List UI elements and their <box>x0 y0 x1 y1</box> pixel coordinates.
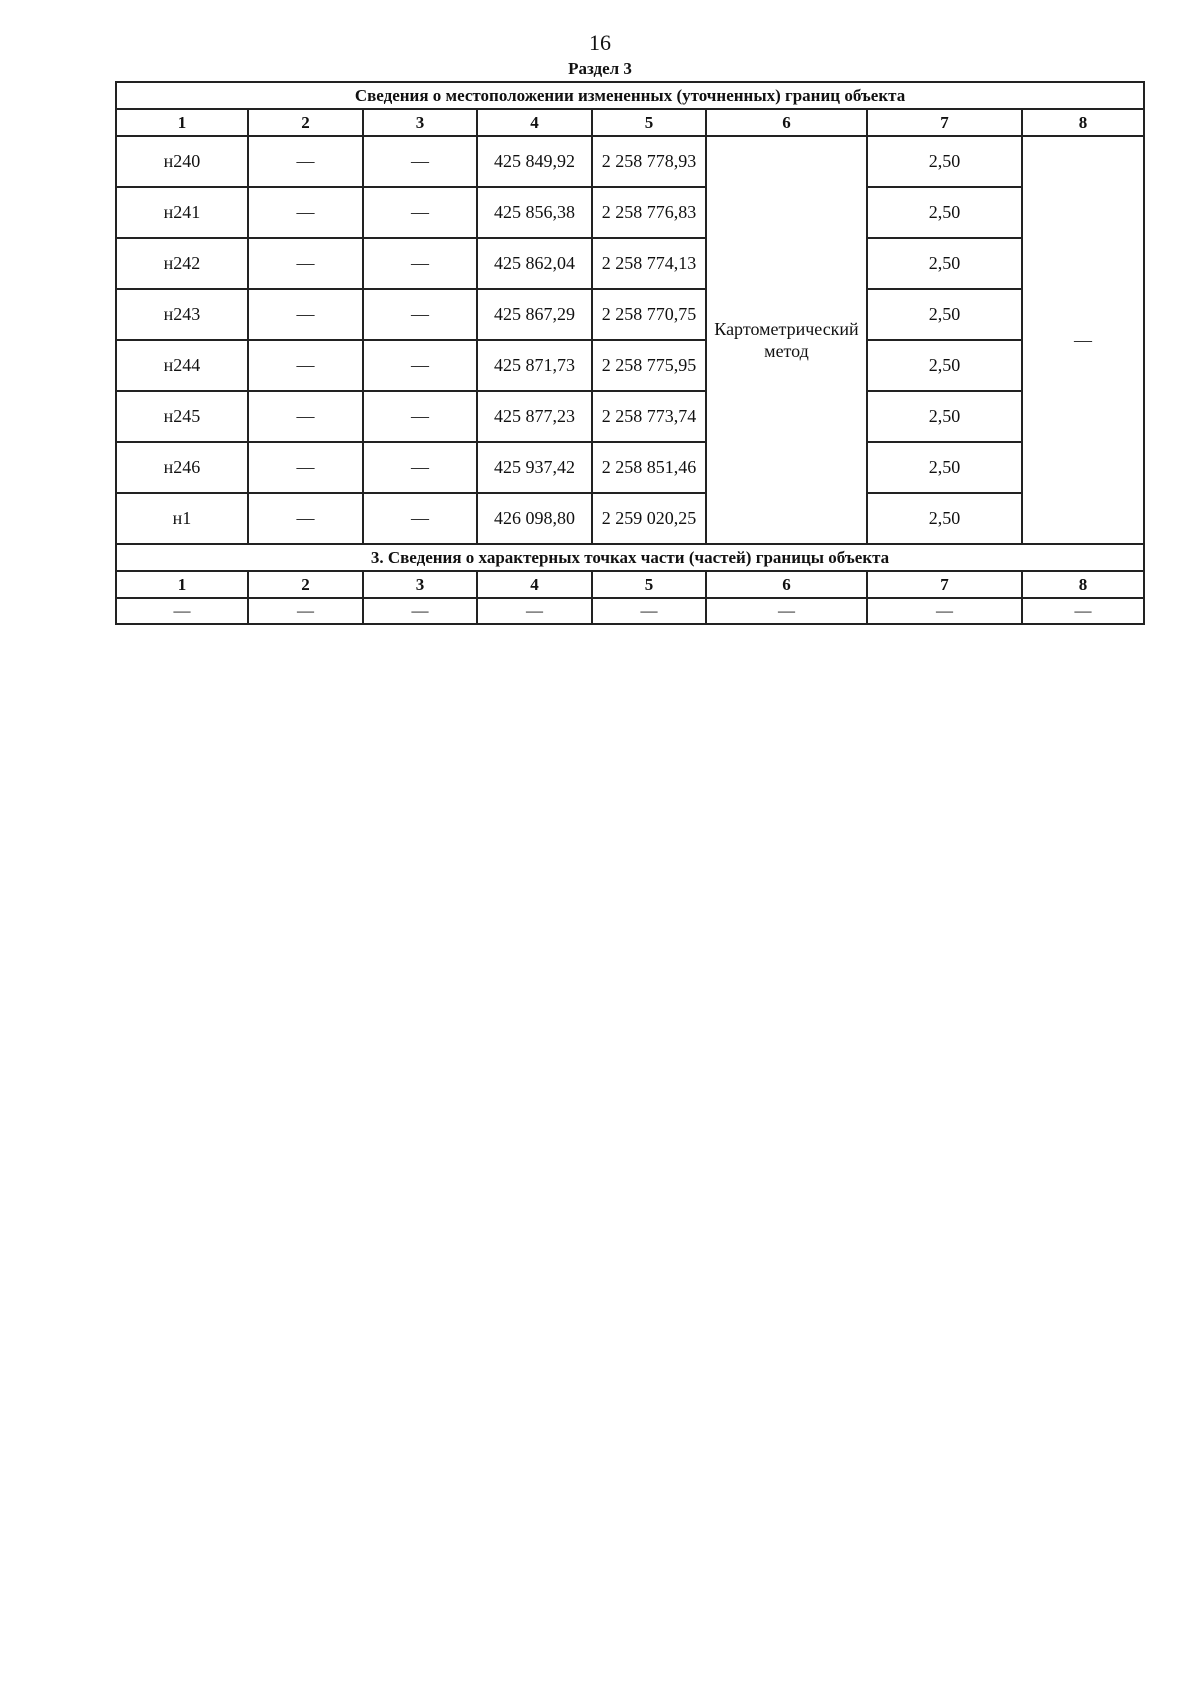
parts-value-cell: — <box>706 598 867 624</box>
column2-cell: — <box>248 136 363 187</box>
parts-value-cell: — <box>363 598 477 624</box>
parts-column-header: 8 <box>1022 571 1144 598</box>
page-number: 16 <box>589 30 611 55</box>
x-coordinate-cell: 426 098,80 <box>477 493 592 544</box>
table-row <box>116 391 1144 442</box>
column3-cell: — <box>363 391 477 442</box>
table-row <box>116 340 1144 391</box>
parts-value-cell: — <box>592 598 706 624</box>
precision-cell: 2,50 <box>867 493 1022 544</box>
column-header: 1 <box>116 109 248 136</box>
column8-cell: — <box>1022 136 1144 544</box>
section-title: Раздел 3 <box>568 59 632 78</box>
point-name-cell: н243 <box>116 289 248 340</box>
parts-column-header: 5 <box>592 571 706 598</box>
precision-cell: 2,50 <box>867 391 1022 442</box>
x-coordinate-cell: 425 849,92 <box>477 136 592 187</box>
column-header: 8 <box>1022 109 1144 136</box>
column-header: 6 <box>706 109 867 136</box>
y-coordinate-cell: 2 258 778,93 <box>592 136 706 187</box>
precision-cell: 2,50 <box>867 136 1022 187</box>
point-name-cell: н242 <box>116 238 248 289</box>
parts-column-header: 2 <box>248 571 363 598</box>
table-row <box>116 238 1144 289</box>
column-header: 2 <box>248 109 363 136</box>
y-coordinate-cell: 2 258 776,83 <box>592 187 706 238</box>
x-coordinate-cell: 425 867,29 <box>477 289 592 340</box>
column2-cell: — <box>248 442 363 493</box>
precision-cell: 2,50 <box>867 340 1022 391</box>
parts-value-cell: — <box>477 598 592 624</box>
boundary-table <box>115 81 1145 625</box>
column2-cell: — <box>248 238 363 289</box>
y-coordinate-cell: 2 258 774,13 <box>592 238 706 289</box>
point-name-cell: н240 <box>116 136 248 187</box>
y-coordinate-cell: 2 258 775,95 <box>592 340 706 391</box>
point-name-cell: н246 <box>116 442 248 493</box>
column-header: 3 <box>363 109 477 136</box>
table-row <box>116 289 1144 340</box>
point-name-cell: н244 <box>116 340 248 391</box>
column2-cell: — <box>248 187 363 238</box>
point-name-cell: н245 <box>116 391 248 442</box>
parts-column-header: 6 <box>706 571 867 598</box>
column-header: 7 <box>867 109 1022 136</box>
column-header: 4 <box>477 109 592 136</box>
precision-cell: 2,50 <box>867 238 1022 289</box>
column3-cell: — <box>363 493 477 544</box>
column3-cell: — <box>363 136 477 187</box>
parts-column-header: 1 <box>116 571 248 598</box>
table-row <box>116 187 1144 238</box>
table-row <box>116 493 1144 544</box>
parts-value-cell: — <box>116 598 248 624</box>
point-name-cell: н241 <box>116 187 248 238</box>
parts-value-cell: — <box>1022 598 1144 624</box>
column2-cell: — <box>248 493 363 544</box>
parts-table-row <box>116 598 1144 624</box>
column2-cell: — <box>248 391 363 442</box>
column3-cell: — <box>363 238 477 289</box>
precision-cell: 2,50 <box>867 289 1022 340</box>
method-cell: Картометрический метод <box>706 136 867 544</box>
y-coordinate-cell: 2 258 773,74 <box>592 391 706 442</box>
parts-column-header: 7 <box>867 571 1022 598</box>
parts-value-cell: — <box>248 598 363 624</box>
column3-cell: — <box>363 289 477 340</box>
parts-table-title: 3. Сведения о характерных точках части (частей) границы объекта <box>116 544 1144 571</box>
x-coordinate-cell: 425 937,42 <box>477 442 592 493</box>
parts-title-row <box>116 544 1144 571</box>
x-coordinate-cell: 425 871,73 <box>477 340 592 391</box>
precision-cell: 2,50 <box>867 187 1022 238</box>
column-header-row <box>116 109 1144 136</box>
column3-cell: — <box>363 187 477 238</box>
y-coordinate-cell: 2 258 770,75 <box>592 289 706 340</box>
table-title: Сведения о местоположении измененных (уточненных) границ объекта <box>116 82 1144 109</box>
point-name-cell: н1 <box>116 493 248 544</box>
column3-cell: — <box>363 442 477 493</box>
x-coordinate-cell: 425 856,38 <box>477 187 592 238</box>
column2-cell: — <box>248 289 363 340</box>
parts-column-header: 4 <box>477 571 592 598</box>
table-row <box>116 442 1144 493</box>
parts-column-header: 3 <box>363 571 477 598</box>
column2-cell: — <box>248 340 363 391</box>
table-row <box>116 136 1144 187</box>
y-coordinate-cell: 2 259 020,25 <box>592 493 706 544</box>
parts-column-header-row <box>116 571 1144 598</box>
x-coordinate-cell: 425 877,23 <box>477 391 592 442</box>
column3-cell: — <box>363 340 477 391</box>
y-coordinate-cell: 2 258 851,46 <box>592 442 706 493</box>
precision-cell: 2,50 <box>867 442 1022 493</box>
parts-value-cell: — <box>867 598 1022 624</box>
x-coordinate-cell: 425 862,04 <box>477 238 592 289</box>
column-header: 5 <box>592 109 706 136</box>
table-title-row <box>116 82 1144 109</box>
